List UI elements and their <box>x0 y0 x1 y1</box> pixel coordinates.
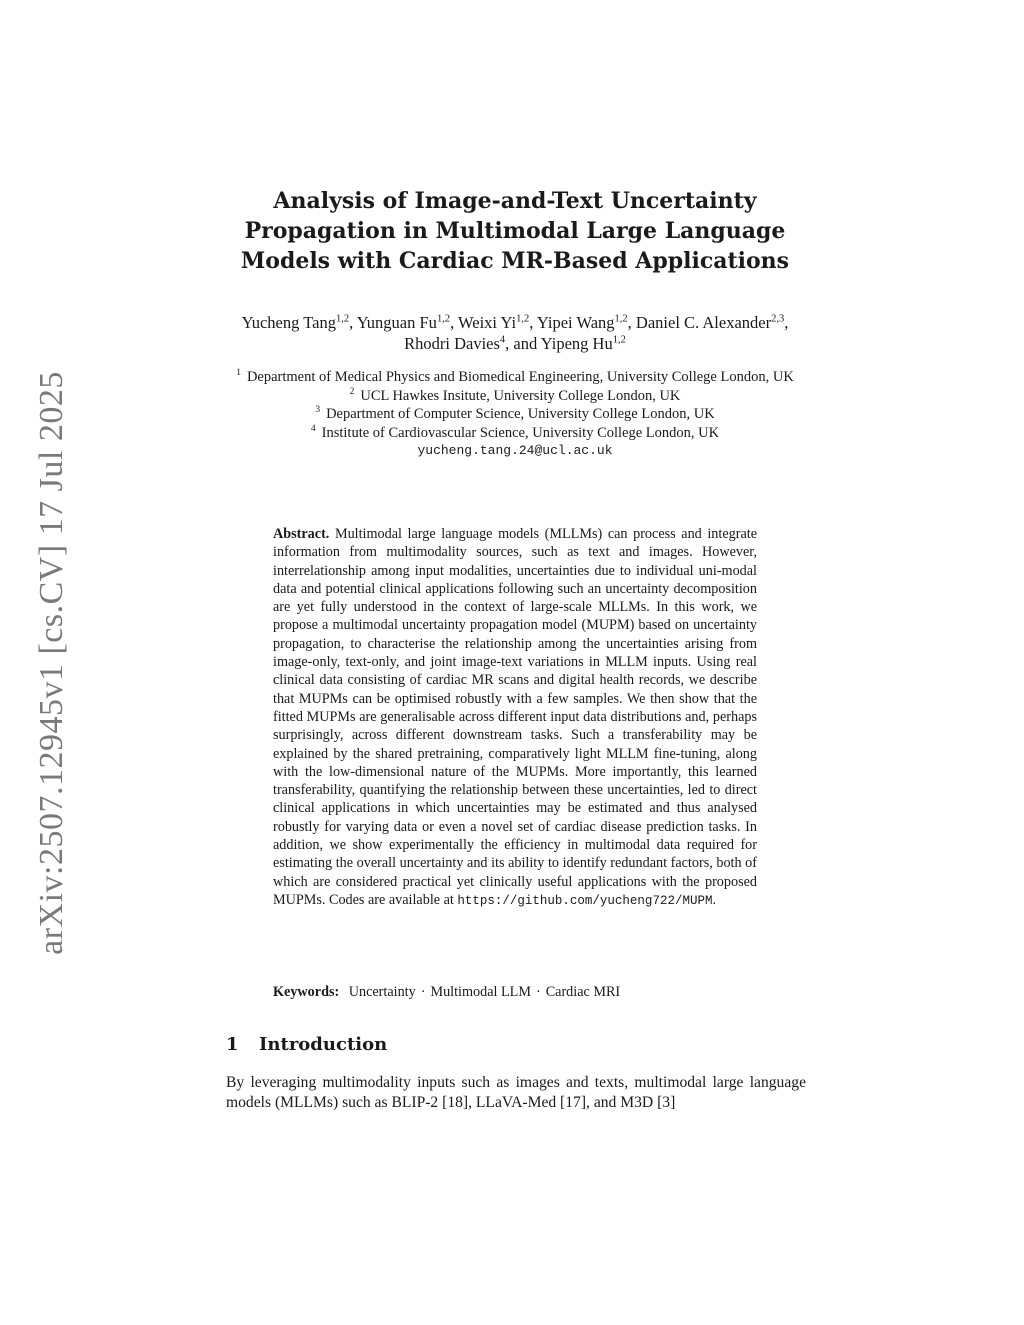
author: Rhodri Davies$^4$ <box>404 334 506 353</box>
author: Daniel C. Alexander$^{2,3}$ <box>635 313 785 332</box>
author: Yipei Wang$^{1,2}$ <box>536 313 628 332</box>
affiliation: $^1$ Department of Medical Physics and Biomedical Engineering, University College London, UK <box>236 368 794 385</box>
affiliation-list <box>220 368 810 461</box>
keyword: Cardiac MRI <box>545 984 621 1000</box>
author: Yunguan Fu$^{1,2}$ <box>356 313 451 332</box>
section-title: Introduction <box>259 1034 388 1055</box>
arxiv-identifier: arXiv:2507.12945v1 [cs.CV] 17 Jul 2025 <box>33 371 70 955</box>
affiliation: $^2$ UCL Hawkes Insitute, University College London, UK <box>349 386 681 404</box>
abstract-label: Abstract. <box>273 526 330 542</box>
paper-title: Analysis of Image-and-Text Uncertainty Propagation in Multimodal Large Language Models with Cardiac MR-Based Applications <box>240 188 790 274</box>
intro-paragraph: By leveraging multimodality inputs such as images and texts, multimodal large language models (MLLMs) such as BLIP-2 [18], LLaVA-Med [17], and M3D [3] <box>226 1074 806 1111</box>
author: Yucheng Tang$^{1,2}$ <box>241 313 350 332</box>
abstract: Abstract. Multimodal large language models (MLLMs) can process and integrate information from multimodality sources, such as text and images. However, interrelationship among input modalities, uncertainties due to individual uni-modal data and potential clinical applications following such an uncertainty decomposition are yet fully understood in the context of large-scale MLLMs. In this work, we propose a multimodal uncertainty propagation model (MUPM) based on uncertainty propagation, to characterise the relationship among the uncertainties arising from image-only, text-only, and joint image-text variations in MLLM inputs. Using real clinical data consisting of cardiac MR scans and digital health records, we describe that MUPMs can be optimised robustly with a few samples. We then show that the fitted MUPMs are generalisable across different input data distributions and, perhaps surprisingly, across different downstream tasks. Such a transferability may be explained by the shared pretraining, comparatively light MLLM fine-tuning, along with the low-dimensional nature of the MUPMs. More importantly, this learned transferability, quantifying the relationship between these uncertainties, led to direct clinical applications in which uncertainties may be estimated and thus analysed robustly for varying data or even a novel set of cardiac disease prediction tasks. In addition, we show experimentally the efficiency in multimodal data required for estimating the overall uncertainty and its ability to identify redundant factors, both of which are considered practical yet clinically useful applications with the proposed MUPMs. Codes are available at https://github.com/yucheng722/MUPM. <box>273 526 757 908</box>
abstract-text: Multimodal large language models (MLLMs) can process and integrate information from multimodality sources, such as text and images. However, interrelationship among input modalities, uncertainties due to individual uni-modal data and potential clinical applications following such an uncertainty decomposition are yet fully understood in the context of large-scale MLLMs. In this work, we propose a multimodal uncertainty propagation model (MUPM) based on uncertainty propagation, to characterise the relationship among the uncertainties arising from image-only, text-only, and joint image-text variations in MLLM inputs. Using real clinical data consisting of cardiac MR scans and digital health records, we describe that MUPMs can be optimised robustly with a few samples. We then show that the fitted MUPMs are generalisable across different input data distributions and, perhaps surprisingly, across different downstream tasks. Such a transferability may be explained by the shared pretraining, comparatively light MLLM fine-tuning, along with the low-dimensional nature of the MUPMs. More importantly, this learned transferability, quantifying the relationship between these uncertainties, led to direct clinical applications in which uncertainties may be estimated and thus analysed robustly for varying data or even a novel set of cardiac disease prediction tasks. In addition, we show experimentally the efficiency in multimodal data required for estimating the overall uncertainty and its ability to identify redundant factors, both of which are considered practical yet clinically useful applications with the proposed MUPMs. Codes are available at <box>273 526 757 908</box>
author: Yipeng Hu$^{1,2}$ <box>540 334 626 353</box>
affiliation: $^3$ Department of Computer Science, University College London, UK <box>315 405 715 422</box>
contact-email[interactable]: yucheng.tang.24@ucl.ac.uk <box>417 443 613 458</box>
code-link[interactable]: https://github.com/yucheng722/MUPM <box>457 893 713 908</box>
arxiv-stamp <box>30 371 74 955</box>
keyword: Multimodal LLM <box>430 984 531 1000</box>
section-heading <box>226 1033 806 1057</box>
section-number: 1 <box>226 1034 239 1055</box>
author: Weixi Yi$^{1,2}$ <box>458 313 530 332</box>
author-list: Yucheng Tang$^{1,2}$, Yunguan Fu$^{1,2}$, Weixi Yi$^{1,2}$, Yipei Wang$^{1,2}$, Daniel C. Alexander$^{2,3}$, Rhodri Davies$^4$, and Yipeng Hu$^{1,2}$ <box>241 313 789 353</box>
keywords: Keywords: Uncertainty · Multimodal LLM · Cardiac MRI <box>273 984 621 1000</box>
keyword: Uncertainty <box>348 984 416 1000</box>
affiliation: $^4$ Institute of Cardiovascular Science, University College London, UK <box>310 423 720 441</box>
keywords-label: Keywords: <box>273 984 340 1000</box>
